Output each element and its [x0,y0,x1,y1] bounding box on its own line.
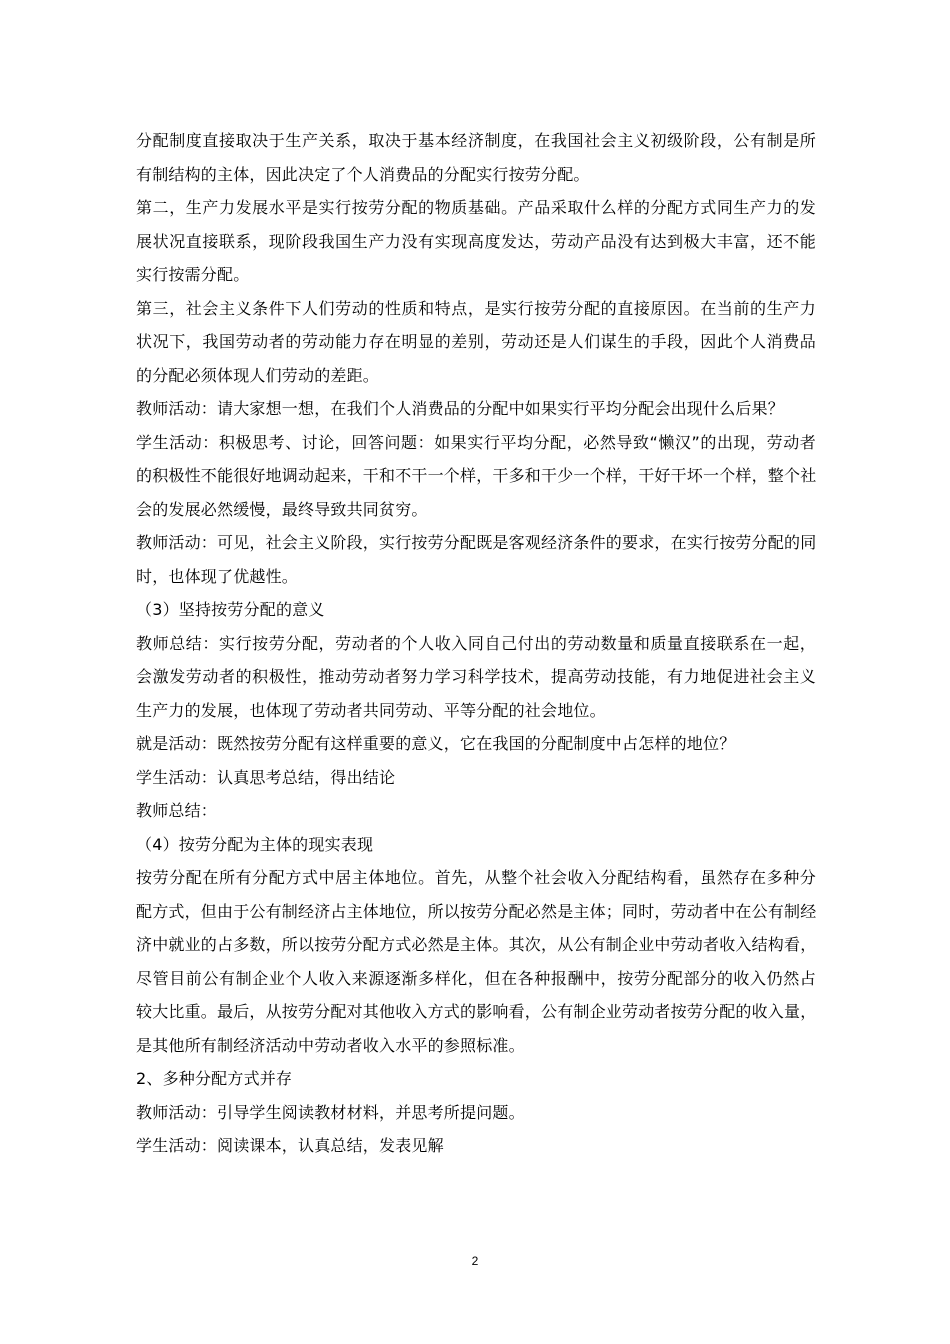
text-line: 学生活动：认真思考总结，得出结论 [136,767,396,787]
text-line: 会的发展必然缓慢，最终导致共同贫穷。 [136,499,428,519]
text-line: 第三，社会主义条件下人们劳动的性质和特点，是实行按劳分配的直接原因。在当前的生产力 [136,298,816,318]
section-heading: （3）坚持按劳分配的意义 [136,600,325,619]
text-line: 就是活动：既然按劳分配有这样重要的意义，它在我国的分配制度中占怎样的地位？ [136,734,736,753]
text-line: 教师活动：可见，社会主义阶段，实行按劳分配既是客观经济条件的要求，在实行按劳分配的同 [136,533,816,552]
text-line: 较大比重。最后，从按劳分配对其他收入方式的影响看，公有制企业劳动者按劳分配的收入量， [136,1002,816,1021]
page-number: 2 [471,1254,479,1268]
text-line: 的分配必须体现人们劳动的差距。 [136,365,380,385]
text-line: 状况下，我国劳动者的劳动能力存在明显的差别，劳动还是人们谋生的手段，因此个人消费品 [136,332,816,351]
text-line: 配方式，但由于公有制经济占主体地位，所以按劳分配必然是主体；同时，劳动者中在公有制经 [136,901,816,921]
text-line: 学生活动：积极思考、讨论，回答问题：如果实行平均分配，必然导致“懒汉”的出现，劳动者 [136,432,816,452]
text-line: 时，也体现了优越性。 [136,566,299,586]
text-line: 展状况直接联系，现阶段我国生产力没有实现高度发达，劳动产品没有达到极大丰富，还不能 [136,231,816,251]
text-line: 会激发劳动者的积极性，推动劳动者努力学习科学技术，提高劳动技能，有力地促进社会主义 [136,667,816,686]
text-line: 教师总结：实行按劳分配，劳动者的个人收入同自己付出的劳动数量和质量直接联系在一起， [136,633,816,653]
text-line: 济中就业的占多数，所以按劳分配方式必然是主体。其次，从公有制企业中劳动者收入结构看， [136,935,816,954]
text-line: 教师活动：请大家想一想，在我们个人消费品的分配中如果实行平均分配会出现什么后果？ [136,399,785,418]
section-heading: 2、多种分配方式并存 [136,1069,293,1088]
text-line: 生产力的发展，也体现了劳动者共同劳动、平等分配的社会地位。 [136,700,606,720]
text-line: 第二，生产力发展水平是实行按劳分配的物质基础。产品采取什么样的分配方式同生产力的发 [136,198,816,217]
body-text [136,124,816,1163]
text-line: 按劳分配在所有分配方式中居主体地位。首先，从整个社会收入分配结构看，虽然存在多种分 [136,868,816,887]
text-line: 教师总结： [136,801,218,820]
text-line: 是其他所有制经济活动中劳动者收入水平的参照标准。 [136,1035,525,1055]
text-line: 分配制度直接取决于生产关系，取决于基本经济制度，在我国社会主义初级阶段，公有制是所 [136,131,816,150]
section-heading: （4）按劳分配为主体的现实表现 [136,834,374,854]
text-line: 的积极性不能很好地调动起来，干和不干一个样，干多和干少一个样，干好干坏一个样，整个社 [136,466,816,485]
text-line: 尽管目前公有制企业个人收入来源逐渐多样化，但在各种报酬中，按劳分配部分的收入仍然占 [136,968,816,988]
text-line: 有制结构的主体，因此决定了个人消费品的分配实行按劳分配。 [136,164,590,184]
text-line: 学生活动：阅读课本，认真总结，发表见解 [136,1136,444,1155]
text-line: 教师活动：引导学生阅读教材材料，并思考所提问题。 [136,1102,525,1122]
text-line: 实行按需分配。 [136,265,250,284]
